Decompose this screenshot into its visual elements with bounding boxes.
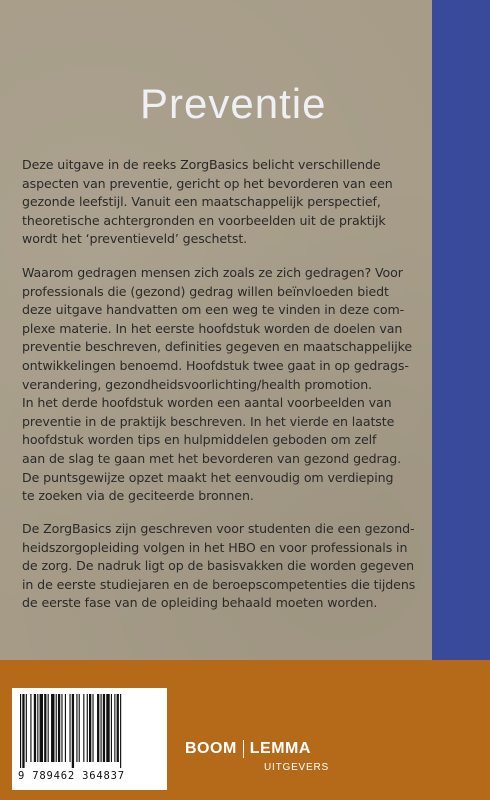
publisher-divider [243,740,244,758]
barcode-bar [72,694,74,768]
barcode-bar [92,694,93,762]
blue-stripe [432,0,490,660]
text-line: De puntsgewijze opzet maakt het eenvoudig om verdieping [22,469,394,485]
barcode-bar [83,694,84,762]
text-line: gezonde leefstijl. Vanuit een maatschappelijk perspectief, [22,194,381,210]
text-line: preventie in de praktijk beschreven. In het vierde en laatste [22,413,395,429]
barcode-bar [56,694,57,762]
barcode-bar [117,694,119,762]
barcode-bar [111,694,112,762]
barcode-bar [40,694,43,762]
publisher-lemma: LEMMA [249,740,311,757]
text-line: de zorg. De nadruk ligt op de basisvakken die worden gegeven [22,558,414,574]
text-line: aan de slag te gaan met het bevorderen van gezond gedrag. [22,450,402,466]
barcode-bar [26,694,27,762]
text-line: hoofdstuk worden tips en hulpmiddelen geboden om zelf [22,432,377,448]
text-line: aspecten van preventie, gericht op het bevorderen van een [22,175,393,191]
publisher-sub: UITGEVERS [264,762,329,773]
text-line: in de eerste studiejaren en de beroepscompetenties die tijdens [22,576,416,592]
text-line: In het derde hoofdstuk worden een aantal voorbeelden van [22,395,392,411]
barcode-bar [120,694,121,768]
text-line: ontwikkelingen benoemd. Hoofdstuk twee gaat in op gedrags- [22,357,409,373]
barcode-bar [101,694,102,762]
text-line: preventie beschreven, definities gegeven en maatschappelijke [22,339,413,355]
text-line: Deze uitgave in de reeks ZorgBasics belicht verschillende [22,157,381,172]
barcode-bar [48,694,49,762]
barcode-bars [20,694,160,768]
barcode-bar [51,694,54,762]
paragraph-2 [22,264,422,506]
barcode-bar [20,694,21,768]
isbn-number: 9 789462 364837 [18,770,125,782]
book-title: Preventie [140,80,327,127]
barcode-bar [87,694,88,762]
text-line: wordt het ‘preventieveld’ geschetst. [22,231,248,247]
barcode-bar [89,694,91,762]
text-line: deze uitgave handvatten om een weg te vinden in deze com- [22,302,405,318]
barcode-bar [97,694,99,762]
barcode-bar [37,694,38,762]
barcode-bar [58,694,60,762]
publisher-boom: BOOM [185,740,237,757]
barcode-bar [22,694,24,768]
barcode-bar [76,694,77,762]
barcode-bar [79,694,80,762]
barcode-bar [69,694,70,762]
barcode-bar [106,694,109,762]
barcode-bar [34,694,36,762]
barcode-bar [44,694,46,762]
text-line: professionals die (gezond) gedrag willen beïnvloeden biedt [22,283,389,299]
barcode-bar [103,694,105,762]
text-line: plexe materie. In het eerste hoofdstuk worden de doelen van [22,320,403,336]
barcode-bar [61,694,62,762]
barcode-bar [30,694,31,762]
text-line: de eerste fase van de opleiding behaald moeten worden. [22,595,378,611]
barcode-bar [114,694,115,762]
barcode-bar [65,694,66,762]
publisher-logo [185,740,329,773]
paragraph-3 [22,520,422,613]
paragraph-1 [22,156,422,249]
text-line: theoretische achtergronden en voorbeelden uit de praktijk [22,212,386,228]
text-line: heidszorgopleiding volgen in het HBO en voor professionals in [22,539,408,555]
text-line: Waarom gedragen mensen zich zoals ze zich gedragen? Voor [22,265,403,280]
text-line: verandering, gezondheidsvoorlichting/health promotion. [22,376,373,392]
text-line: De ZorgBasics zijn geschreven voor studenten die een gezond- [22,521,415,536]
text-line: te zoeken via de geciteerde bronnen. [22,488,254,504]
barcode [12,688,167,790]
